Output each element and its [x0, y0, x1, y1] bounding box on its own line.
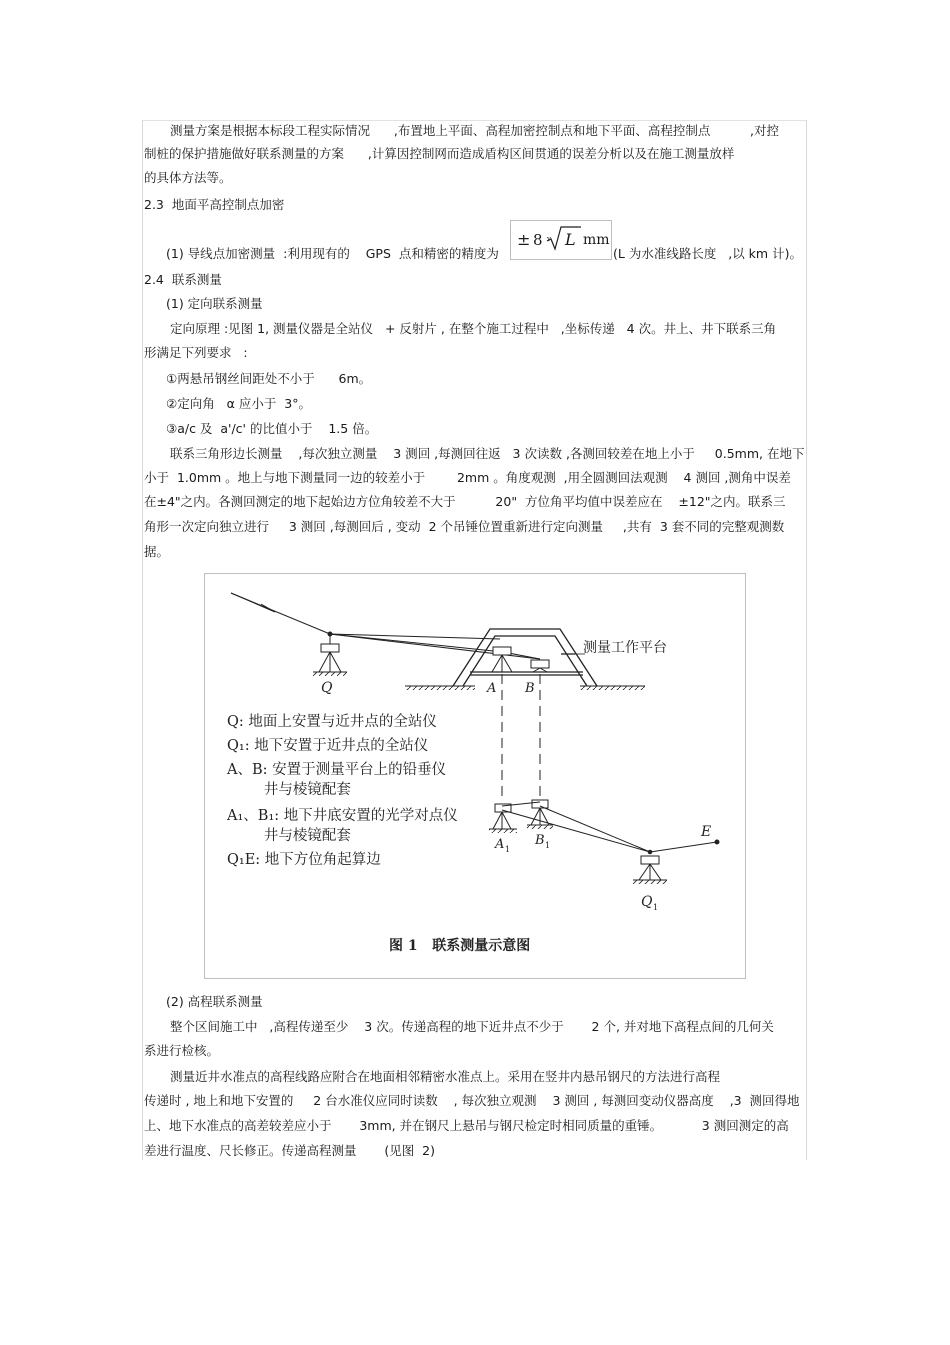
formula-unit: mm	[583, 232, 610, 248]
formula-variable: L	[565, 230, 576, 249]
label-A1: A	[495, 837, 505, 852]
triangle-line-2: 小于 1.0mm 。地上与地下测量同一边的较差小于 2mm 。角度观测 ,用全圆测回法观测 4 测回 ,测角中误差	[144, 470, 791, 485]
section-heading-2-3: 2.3 地面平高控制点加密	[144, 197, 285, 212]
instrument-Q1	[633, 850, 667, 884]
page-frame-top	[142, 120, 807, 121]
formula-subscript: v	[547, 235, 551, 243]
sqrt-symbol-icon	[545, 225, 583, 253]
triangle-line-4: 角形一次定向独立进行 3 测回 ,每测回后 , 变动 2 个吊锤位置重新进行定向测量 ,共有 3 套不同的完整观测数	[144, 519, 785, 534]
page-frame-right	[806, 120, 807, 1160]
elevation-para-1-line-1: 整个区间施工中 ,高程传递至少 3 次。传递高程的地下近井点不少于 2 个, 并对地下高程点间的几何关	[170, 1019, 774, 1034]
instrument-B	[531, 660, 549, 672]
legend-line-2: Q₁: 地下安置于近井点的全站仪	[227, 738, 429, 754]
elevation-para-2-line-3: 上、地下水准点的高差较差应小于 3mm, 并在钢尺上悬吊与钢尺检定时相同质量的重锤。 3 测回测定的高	[144, 1118, 789, 1133]
triangle-line-5: 据。	[144, 544, 170, 559]
paragraph-1-line-3: 的具体方法等。	[144, 170, 232, 185]
elevation-para-2-line-1: 测量近井水准点的高程线路应附合在地面相邻精密水准点上。采用在竖井内悬吊钢尺的方法进行高程	[170, 1069, 721, 1084]
formula-plus-minus: ±	[517, 230, 531, 249]
principle-line-2: 形满足下列要求 :	[144, 345, 248, 360]
legend-line-4: 井与棱镜配套	[227, 782, 351, 798]
legend-line-7: Q₁E: 地下方位角起算边	[227, 852, 381, 868]
label-Q: Q	[321, 680, 333, 696]
label-B1: B	[535, 833, 545, 848]
label-E: E	[701, 824, 712, 840]
instrument-A	[492, 647, 512, 672]
legend-line-3: A、B: 安置于测量平台上的铅垂仪	[227, 762, 447, 778]
elevation-para-2-line-2: 传递时 , 地上和地下安置的 2 台水准仪应同时读数 , 每次独立观测 3 测回 , 每测回变动仪器高度 ,3 测回得地	[144, 1093, 800, 1108]
triangle-line-3: 在±4"之内。各测回测定的地下起始边方位角较差不大于 20" 方位角平均值中误差应在 ±12"之内。联系三	[144, 494, 786, 509]
elevation-para-2-line-4: 差进行温度、尺长修正。传递高程测量 (见图 2)	[144, 1143, 435, 1158]
requirement-2: ②定向角 α 应小于 3°。	[166, 396, 311, 411]
principle-line-1: 定向原理 :见图 1, 测量仪器是全站仪 + 反射片 , 在整个施工过程中 ,坐标传递 4 次。井上、井下联系三角	[170, 321, 777, 336]
instrument-B1	[527, 800, 553, 829]
page-frame-left	[142, 120, 143, 1160]
paragraph-1-line-2: 制桩的保护措施做好联系测量的方案 ,计算因控制网而造成盾构区间贯通的误差分析以及在施工测量放样	[144, 146, 735, 161]
platform-label: 测量工作平台	[583, 640, 667, 656]
requirement-1: ①两悬吊钢丝间距处不小于 6m。	[166, 371, 372, 386]
label-A1-subscript: 1	[505, 845, 511, 854]
traverse-text: (1) 导线点加密测量 :利用现有的 GPS 点和精密的精度为	[166, 246, 499, 261]
figure-caption: 图 1 联系测量示意图	[389, 938, 531, 954]
traverse-text-after: (L 为水准线路长度 ,以 km 计)。	[613, 246, 802, 261]
instrument-A1	[489, 804, 517, 833]
instrument-Q	[313, 632, 347, 676]
connection-survey-diagram	[205, 574, 745, 978]
triangle-line-1: 联系三角形边长测量 ,每次独立测量 3 测回 ,每测回往返 3 次读数 ,各测回较差在地上小于 0.5mm, 在地下	[170, 446, 805, 461]
label-Q1: Q	[641, 894, 653, 910]
formula-coefficient: 8	[533, 231, 543, 249]
section-heading-2-4: 2.4 联系测量	[144, 272, 222, 287]
label-B: B	[525, 681, 535, 696]
precision-formula	[510, 220, 612, 260]
figure-1	[204, 573, 746, 979]
legend-line-5: A₁、B₁: 地下井底安置的光学对点仪	[227, 808, 458, 824]
label-B1-subscript: 1	[545, 841, 551, 850]
legend-line-1: Q: 地面上安置与近井点的全站仪	[227, 714, 437, 730]
requirement-3: ③a/c 及 a'/c' 的比值小于 1.5 倍。	[166, 421, 378, 436]
elevation-para-1-line-2: 系进行检核。	[144, 1043, 220, 1058]
label-Q1-subscript: 1	[653, 903, 659, 912]
figure-legend	[226, 712, 458, 868]
paragraph-1-line-1: 测量方案是根据本标段工程实际情况 ,布置地上平面、高程加密控制点和地下平面、高程控制点 ,对控	[170, 123, 780, 138]
subheading-elevation: (2) 高程联系测量	[166, 994, 263, 1009]
legend-line-6: 井与棱镜配套	[227, 828, 351, 844]
subheading-orientation: (1) 定向联系测量	[166, 296, 263, 311]
label-A: A	[487, 681, 497, 696]
